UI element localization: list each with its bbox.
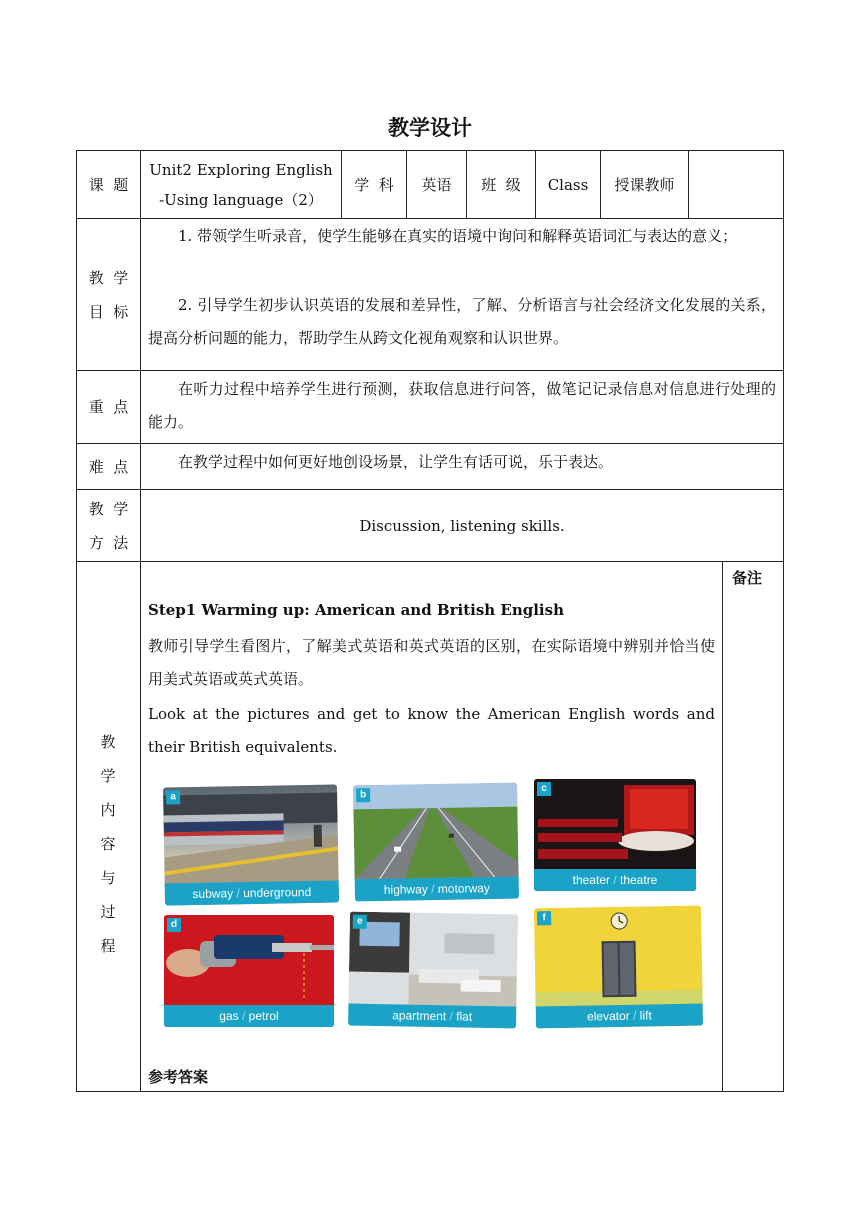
british-word: theatre — [620, 873, 658, 887]
american-word: theater — [572, 873, 610, 887]
class-value-text: Class — [547, 175, 589, 194]
theater-illustration — [534, 779, 696, 869]
picture-theater — [534, 779, 696, 891]
british-word: petrol — [248, 1009, 279, 1023]
picture-letter: b — [356, 788, 370, 802]
en-instruction: Look at the pictures and get to know the American English words and their British equivalents. — [148, 705, 715, 756]
step-heading: Step1 Warming up: American and British English — [148, 601, 564, 619]
key-points-label-text: 重 点 — [88, 398, 129, 416]
picture-letter: a — [166, 790, 180, 804]
goal-item-1: 1. 带领学生听录音，使学生能够在真实的语境中询问和解释英语词汇与表达的意义； — [178, 227, 738, 245]
picture-caption — [165, 880, 339, 905]
process-label-char: 容 — [100, 835, 116, 853]
picture-subway — [163, 784, 339, 905]
difficulties-text: 在教学过程中如何更好地创设场景，让学生有话可说，乐于表达。 — [178, 453, 614, 471]
british-word: lift — [639, 1008, 652, 1023]
row-divider — [76, 443, 784, 444]
topic-label — [77, 151, 140, 218]
class-value — [536, 151, 600, 218]
teacher-value — [689, 151, 783, 218]
picture-letter: c — [537, 782, 551, 796]
process-label-char: 与 — [100, 869, 116, 887]
american-word: elevator — [586, 1008, 630, 1024]
picture-caption — [164, 1005, 334, 1027]
goals-label — [77, 219, 140, 370]
methods-label-2: 方 法 — [88, 533, 129, 552]
british-word: flat — [456, 1009, 473, 1024]
topic-line-1: Unit2 Exploring English — [149, 160, 333, 179]
subject-value — [407, 151, 466, 218]
goal-item-2: 2. 引导学生初步认识英语的发展和差异性，了解、分析语言与社会经济文化发展的关系，提高分析问题的能力，帮助学生从跨文化视角观察和认识世界。 — [148, 296, 776, 347]
teacher-label-text: 授课教师 — [614, 175, 675, 194]
page-title: 教学设计 — [388, 116, 472, 140]
row-divider — [76, 561, 784, 562]
gas-illustration — [164, 915, 334, 1005]
subject-label — [342, 151, 406, 218]
elevator-illustration — [534, 906, 703, 1007]
methods-text — [141, 490, 783, 561]
key-points-label — [77, 371, 140, 443]
subject-value-text: 英语 — [421, 175, 452, 194]
class-label — [467, 151, 535, 218]
slash: / — [427, 881, 438, 897]
british-word: motorway — [437, 881, 490, 896]
difficulties-label-text: 难 点 — [88, 457, 129, 476]
topic-label-text: 课 题 — [88, 175, 129, 194]
process-label-char: 过 — [100, 903, 116, 921]
slash: / — [233, 886, 244, 901]
difficulties-label — [77, 444, 140, 489]
col-divider — [140, 150, 141, 1092]
picture-caption — [355, 877, 519, 902]
topic-value — [141, 151, 341, 218]
process-label — [77, 725, 139, 963]
key-points-text: 在听力过程中培养学生进行预测，获取信息进行问答，做笔记记录信息对信息进行处理的能力。 — [148, 380, 776, 431]
methods-text-value: Discussion, listening skills. — [359, 516, 565, 535]
american-word: highway — [383, 882, 428, 897]
picture-letter: f — [537, 911, 551, 925]
subway-illustration — [163, 784, 339, 883]
american-word: gas — [219, 1009, 239, 1023]
british-word: underground — [243, 884, 312, 901]
picture-apartment — [348, 912, 518, 1029]
zh-instruction: 教师引导学生看图片，了解美式英语和英式英语的区别，在实际语境中辨别并恰当使用美式英语或英式英语。 — [148, 637, 715, 688]
american-word: apartment — [392, 1008, 447, 1024]
notes-label: 备注 — [732, 569, 763, 587]
apartment-illustration — [348, 912, 518, 1007]
picture-elevator — [534, 906, 703, 1029]
picture-caption — [536, 1004, 703, 1029]
slash: / — [238, 1009, 249, 1023]
american-word: subway — [192, 886, 234, 902]
slash: / — [629, 1008, 640, 1023]
col-divider — [722, 561, 723, 1092]
process-label-char: 教 — [100, 733, 116, 751]
slash: / — [609, 873, 620, 887]
picture-gas — [164, 915, 334, 1027]
picture-highway — [353, 783, 519, 902]
teacher-label — [601, 151, 688, 218]
topic-line-2: -Using language（2） — [159, 190, 323, 209]
goals-label-2: 目 标 — [88, 302, 129, 321]
picture-caption — [534, 869, 696, 891]
answer-label: 参考答案 — [148, 1068, 209, 1086]
highway-illustration — [353, 783, 519, 880]
row-divider — [76, 218, 784, 219]
picture-letter: e — [353, 915, 367, 929]
process-label-char: 学 — [100, 767, 116, 785]
methods-label — [77, 490, 140, 561]
methods-label-1: 教 学 — [88, 499, 129, 518]
class-label-text: 班 级 — [481, 175, 521, 194]
picture-letter: d — [167, 918, 181, 932]
slash: / — [446, 1009, 457, 1024]
picture-caption — [348, 1004, 516, 1029]
process-label-char: 程 — [100, 937, 116, 955]
goals-label-1: 教 学 — [88, 268, 129, 287]
row-divider — [76, 370, 784, 371]
process-label-char: 内 — [100, 801, 116, 819]
subject-label-text: 学 科 — [354, 175, 394, 194]
